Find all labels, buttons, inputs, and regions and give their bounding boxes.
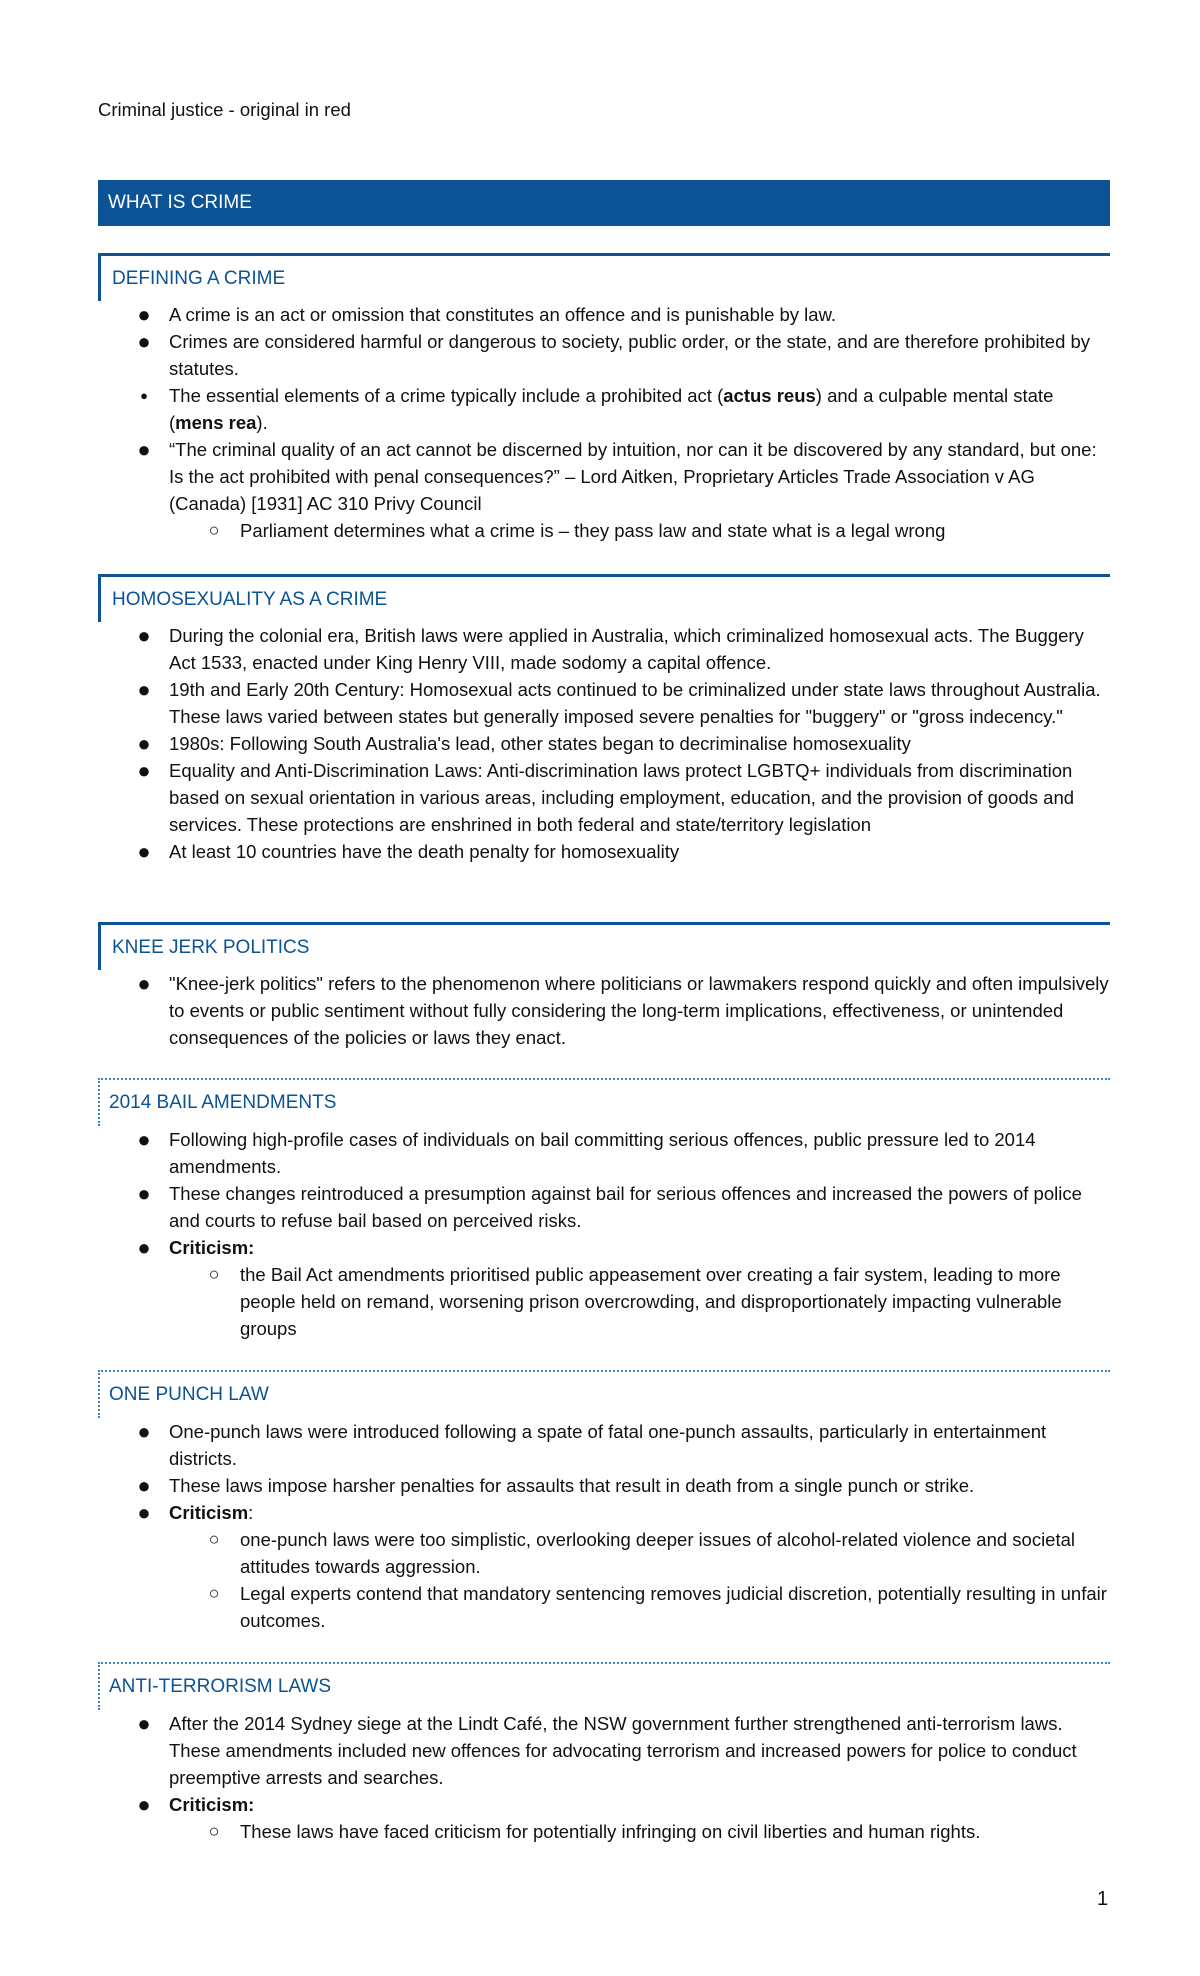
section-heading: KNEE JERK POLITICS [98,922,1110,970]
bullet-list [98,1710,1110,1845]
list-item: ● "Knee-jerk politics" refers to the phenomenon where politicians or lawmakers respond quickly and often impulsively to events or public sentiment without fully considering the long-term implications, effectiveness, or unintended consequences of the policies or laws they enact. [98,970,1110,1051]
list-item: ● Crimes are considered harmful or dangerous to society, public order, or the state, and are therefore prohibited by statutes. [98,328,1110,382]
bullet-icon: ● [137,1711,151,1736]
section-heading: ONE PUNCH LAW [98,1370,1110,1418]
bullet-icon: ● [137,302,151,327]
bullet-icon: ● [137,437,151,462]
bullet-icon: ● [137,1473,151,1498]
list-item: ● These laws impose harsher penalties for assaults that result in death from a single punch or strike. [98,1472,1110,1499]
criticism-label: Criticism: [169,1237,255,1258]
bullet-icon: ● [137,1235,151,1260]
list-item: ● 19th and Early 20th Century: Homosexual acts continued to be criminalized under state laws throughout Australia. These laws varied between states but generally imposed severe penalties for "buggery" or "gross indecency." [98,676,1110,730]
list-item: ● 1980s: Following South Australia's lead, other states began to decriminalise homosexuality [98,730,1110,757]
list-item: ● These changes reintroduced a presumption against bail for serious offences and increased the powers of police and courts to refuse bail based on perceived risks. [98,1180,1110,1234]
hollow-bullet-icon: ○ [208,1821,220,1841]
list-item [98,1234,1110,1342]
list-item: ● Equality and Anti-Discrimination Laws: Anti-discrimination laws protect LGBTQ+ individuals from discrimination based on sexual orientation in various areas, including employment, education, and the provision of goods and services. These protections are enshrined in both federal and state/territory legislation [98,757,1110,838]
sub-list-item: ○ one-punch laws were too simplistic, overlooking deeper issues of alcohol-related violence and societal attitudes towards aggression. [98,1526,1110,1580]
list-item: ● A crime is an act or omission that constitutes an offence and is punishable by law. [98,301,1110,328]
list-item: ● Following high-profile cases of individuals on bail committing serious offences, public pressure led to 2014 amendments. [98,1126,1110,1180]
hollow-bullet-icon: ○ [208,1583,220,1603]
bullet-list [98,301,1110,544]
section-homosexuality-as-a-crime [98,574,1110,865]
section-heading: HOMOSEXUALITY AS A CRIME [98,574,1110,622]
chapter-banner: WHAT IS CRIME [98,180,1110,226]
term-actus-reus: actus reus [723,385,816,406]
sub-list-item: ○ the Bail Act amendments prioritised public appeasement over creating a fair system, leading to more people held on remand, worsening prison overcrowding, and disproportionately impacting vulnerable groups [98,1261,1110,1342]
section-knee-jerk-politics [98,922,1110,1051]
bullet-list [98,622,1110,865]
bullet-icon: ● [137,1792,151,1817]
sub-list-item: ○ These laws have faced criticism for potentially infringing on civil liberties and human rights. [98,1818,1110,1845]
document-title: Criminal justice - original in red [98,99,351,120]
bullet-icon: ● [137,329,151,354]
list-item: ● One-punch laws were introduced following a spate of fatal one-punch assaults, particularly in entertainment districts. [98,1418,1110,1472]
section-heading: DEFINING A CRIME [98,253,1110,301]
criticism-label: Criticism: [169,1794,255,1815]
bullet-icon: ● [137,839,151,864]
list-item: ● During the colonial era, British laws were applied in Australia, which criminalized homosexual acts. The Buggery Act 1533, enacted under King Henry VIII, made sodomy a capital offence. [98,622,1110,676]
bullet-icon: ● [137,1419,151,1444]
term-mens-rea: mens rea [175,412,257,433]
sub-list [98,517,1110,544]
list-item [98,436,1110,544]
hollow-bullet-icon: ○ [208,520,220,540]
list-item: ● The essential elements of a crime typically include a prohibited act (actus reus) and a culpable mental state (mens rea). [98,382,1110,436]
bullet-icon: ● [137,623,151,648]
sub-list-item: ○ Parliament determines what a crime is – they pass law and state what is a legal wrong [98,517,1110,544]
sub-list [98,1818,1110,1845]
bullet-icon: ● [137,971,151,996]
hollow-bullet-icon: ○ [208,1264,220,1284]
section-heading: 2014 BAIL AMENDMENTS [98,1078,1110,1126]
section-defining-a-crime [98,253,1110,544]
bullet-icon: ● [137,677,151,702]
bullet-icon: ● [137,758,151,783]
list-item: ● After the 2014 Sydney siege at the Lindt Café, the NSW government further strengthened anti-terrorism laws. These amendments included new offences for advocating terrorism and increased powers for police to conduct preemptive arrests and searches. [98,1710,1110,1791]
sub-list-item: ○ Legal experts contend that mandatory sentencing removes judicial discretion, potentially resulting in unfair outcomes. [98,1580,1110,1634]
bullet-list [98,1126,1110,1342]
page-number: 1 [1097,1888,1109,1910]
list-item: ● Criticism: ○ one-punch laws were too simplistic, overlooking deeper issues of alcohol-related violence and societal attitudes towards aggression. ○ Legal experts contend that mandatory sentencing removes judicial discretion, potentially resulting in unfair outcomes. [98,1499,1110,1634]
section-heading: ANTI-TERRORISM LAWS [98,1662,1110,1710]
bullet-icon: ● [140,388,148,403]
sub-list [98,1526,1110,1634]
sub-list [98,1261,1110,1342]
section-2014-bail-amendments [98,1078,1110,1342]
bullet-list [98,1418,1110,1634]
bullet-icon: ● [137,731,151,756]
section-anti-terrorism-laws [98,1662,1110,1845]
list-item [98,1791,1110,1845]
bullet-icon: ● [137,1181,151,1206]
quote-lord-aitken: “The criminal quality of an act cannot be discerned by intuition, nor can it be discovered by any standard, but one: Is the act prohibited with penal consequences?” – Lord Aitken, Proprietary Articles Trade Association v AG (Canada) [1931] AC 310 Privy Council [169,439,1097,514]
section-one-punch-law [98,1370,1110,1634]
hollow-bullet-icon: ○ [208,1529,220,1549]
bullet-icon: ● [137,1127,151,1152]
bullet-list [98,970,1110,1051]
list-item: ● At least 10 countries have the death penalty for homosexuality [98,838,1110,865]
criticism-label: Criticism [169,1502,249,1523]
bullet-icon: ● [137,1500,151,1525]
